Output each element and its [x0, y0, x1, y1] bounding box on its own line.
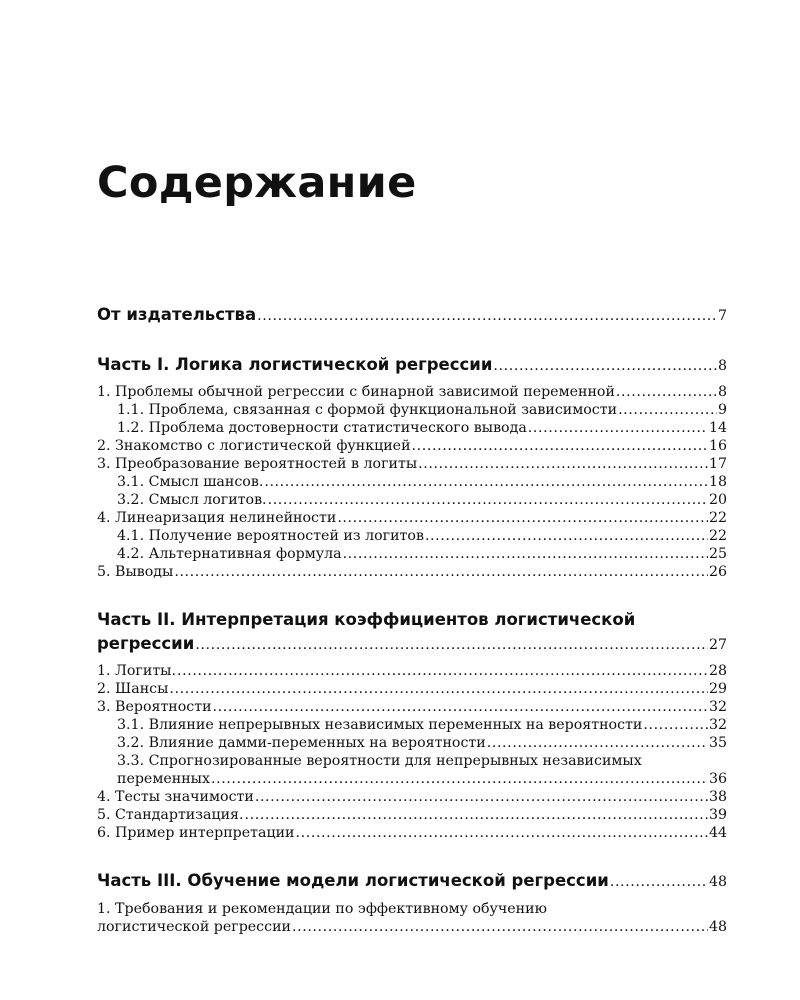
toc-page-number: 20: [708, 492, 727, 508]
toc-page-number: 32: [708, 699, 727, 715]
toc-entry-label: 2. Знакомство с логистической функцией: [97, 438, 411, 454]
toc-entry-label: 4. Тесты значимости: [97, 789, 254, 805]
toc-subentry[interactable]: [117, 473, 727, 491]
leader-dots: [255, 788, 708, 806]
toc-entry[interactable]: [97, 918, 727, 936]
leader-dots: [174, 563, 708, 581]
toc-part-title: Часть II. Интерпретация коэффициентов логистической: [97, 610, 636, 629]
toc-entry-publisher[interactable]: [97, 305, 727, 326]
toc-page-number: 8: [717, 384, 727, 400]
toc-part-1-heading[interactable]: [97, 355, 727, 376]
toc-page-number: 27: [708, 637, 727, 653]
toc-entry-label: 3.3. Спрогнозированные вероятности для непрерывных независимых: [117, 753, 642, 769]
toc-entry[interactable]: [97, 698, 727, 716]
leader-dots: [292, 918, 708, 936]
toc-part-title: Часть I. Логика логистической регрессии: [97, 355, 493, 374]
toc-entry-label: 3.2. Смысл логитов.: [117, 492, 267, 508]
toc-entry[interactable]: [97, 563, 727, 581]
toc-entry-label: 3.2. Влияние дамми-переменных на вероятности: [117, 735, 486, 751]
toc-subentry-line1[interactable]: [117, 752, 642, 770]
toc-entry-label: 4.1. Получение вероятностей из логитов: [117, 528, 424, 544]
toc-entry[interactable]: [97, 662, 727, 680]
leader-dots: [257, 305, 717, 326]
toc-subentry[interactable]: [117, 419, 727, 437]
toc-entry[interactable]: [97, 455, 727, 473]
toc-part-3-heading[interactable]: [97, 871, 727, 892]
toc-entry[interactable]: [97, 509, 727, 527]
leader-dots: [425, 527, 708, 545]
toc-entry[interactable]: [97, 824, 727, 842]
toc-page-number: 28: [708, 663, 727, 679]
leader-dots: [195, 634, 708, 655]
toc-entry-label: 4.2. Альтернативная формула: [117, 546, 342, 562]
toc-entry[interactable]: [97, 680, 727, 698]
toc-part-2-heading[interactable]: [97, 634, 727, 655]
toc-entry-label: 1.1. Проблема, связанная с формой функциональной зависимости: [117, 402, 618, 418]
leader-dots: [616, 383, 717, 401]
leader-dots: [177, 662, 708, 680]
toc-page-number: 32: [708, 717, 727, 733]
leader-dots: [493, 355, 717, 376]
toc-entry[interactable]: [97, 806, 727, 824]
toc-page-number: 35: [708, 735, 727, 751]
toc-entry-label: 3.1. Смысл шансов.: [117, 474, 264, 490]
toc-entry-label: 4. Линеаризация нелинейности: [97, 510, 337, 526]
toc-entry[interactable]: [97, 788, 727, 806]
leader-dots: [528, 419, 708, 437]
toc-subentry[interactable]: [117, 401, 727, 419]
toc-page-number: 25: [708, 546, 727, 562]
toc-entry-label: 6. Пример интерпретации: [97, 825, 295, 841]
toc-entry[interactable]: [97, 437, 727, 455]
toc-subentry[interactable]: [117, 734, 727, 752]
toc-part-2-heading-line1[interactable]: [97, 610, 635, 630]
toc-subentry[interactable]: [117, 770, 727, 788]
toc-entry-label: 1. Логиты.: [97, 663, 176, 679]
toc-page-number: 48: [708, 874, 727, 890]
toc-part-title: Часть III. Обучение модели логистической регрессии: [97, 871, 609, 890]
leader-dots: [343, 545, 708, 563]
leader-dots: [268, 491, 708, 509]
toc-entry-label: 3. Преобразование вероятностей в логиты: [97, 456, 418, 472]
toc-entry-label: 1. Проблемы обычной регрессии с бинарной зависимой переменной: [97, 384, 615, 400]
toc-entry[interactable]: [97, 383, 727, 401]
toc-entry-label: От издательства: [97, 305, 257, 324]
toc-entry-line1[interactable]: [97, 900, 547, 918]
leader-dots: [169, 680, 708, 698]
toc-page-number: 22: [708, 528, 727, 544]
toc-entry-label-cont: логистической регрессии: [97, 919, 291, 935]
leader-dots: [213, 698, 708, 716]
toc-page-number: 17: [708, 456, 727, 472]
leader-dots: [487, 734, 708, 752]
leader-dots: [244, 806, 707, 824]
toc-part-title-cont: регрессии: [97, 634, 195, 653]
toc-page-number: 9: [717, 402, 727, 418]
toc-entry-label: 1.2. Проблема достоверности статистического вывода: [117, 420, 527, 436]
toc-subentry[interactable]: [117, 491, 727, 509]
toc-page-number: 36: [708, 771, 727, 787]
page-title: Содержание: [97, 158, 417, 208]
toc-page-number: 22: [708, 510, 727, 526]
leader-dots: [610, 871, 708, 892]
toc-page-number: 16: [708, 438, 727, 454]
leader-dots: [264, 473, 708, 491]
toc-page-number: 38: [708, 789, 727, 805]
toc-entry-label: 3.1. Влияние непрерывных независимых переменных на вероятности: [117, 717, 643, 733]
toc-page-number: 8: [717, 358, 727, 374]
toc-entry-label: 1. Требования и рекомендации по эффективному обучению: [97, 901, 547, 917]
toc-entry-label: 5. Стандартизация.: [97, 807, 244, 823]
leader-dots: [337, 509, 708, 527]
toc-page-number: 48: [708, 919, 727, 935]
leader-dots: [211, 770, 708, 788]
toc-page-number: 14: [708, 420, 727, 436]
toc-subentry[interactable]: [117, 716, 727, 734]
toc-page-number: 39: [708, 807, 727, 823]
leader-dots: [618, 401, 717, 419]
toc-entry-label: 3. Вероятности: [97, 699, 212, 715]
leader-dots: [412, 437, 708, 455]
toc-page-number: 7: [717, 308, 727, 324]
toc-page-number: 44: [708, 825, 727, 841]
toc-page-number: 26: [708, 564, 727, 580]
leader-dots: [643, 716, 708, 734]
toc-page-number: 29: [708, 681, 727, 697]
toc-entry-label: 2. Шансы: [97, 681, 169, 697]
toc-subentry[interactable]: [117, 527, 727, 545]
toc-entry-label-cont: переменных: [117, 771, 210, 787]
leader-dots: [418, 455, 708, 473]
leader-dots: [296, 824, 708, 842]
toc-subentry[interactable]: [117, 545, 727, 563]
toc-entry-label: 5. Выводы: [97, 564, 174, 580]
toc-page-number: 18: [708, 474, 727, 490]
